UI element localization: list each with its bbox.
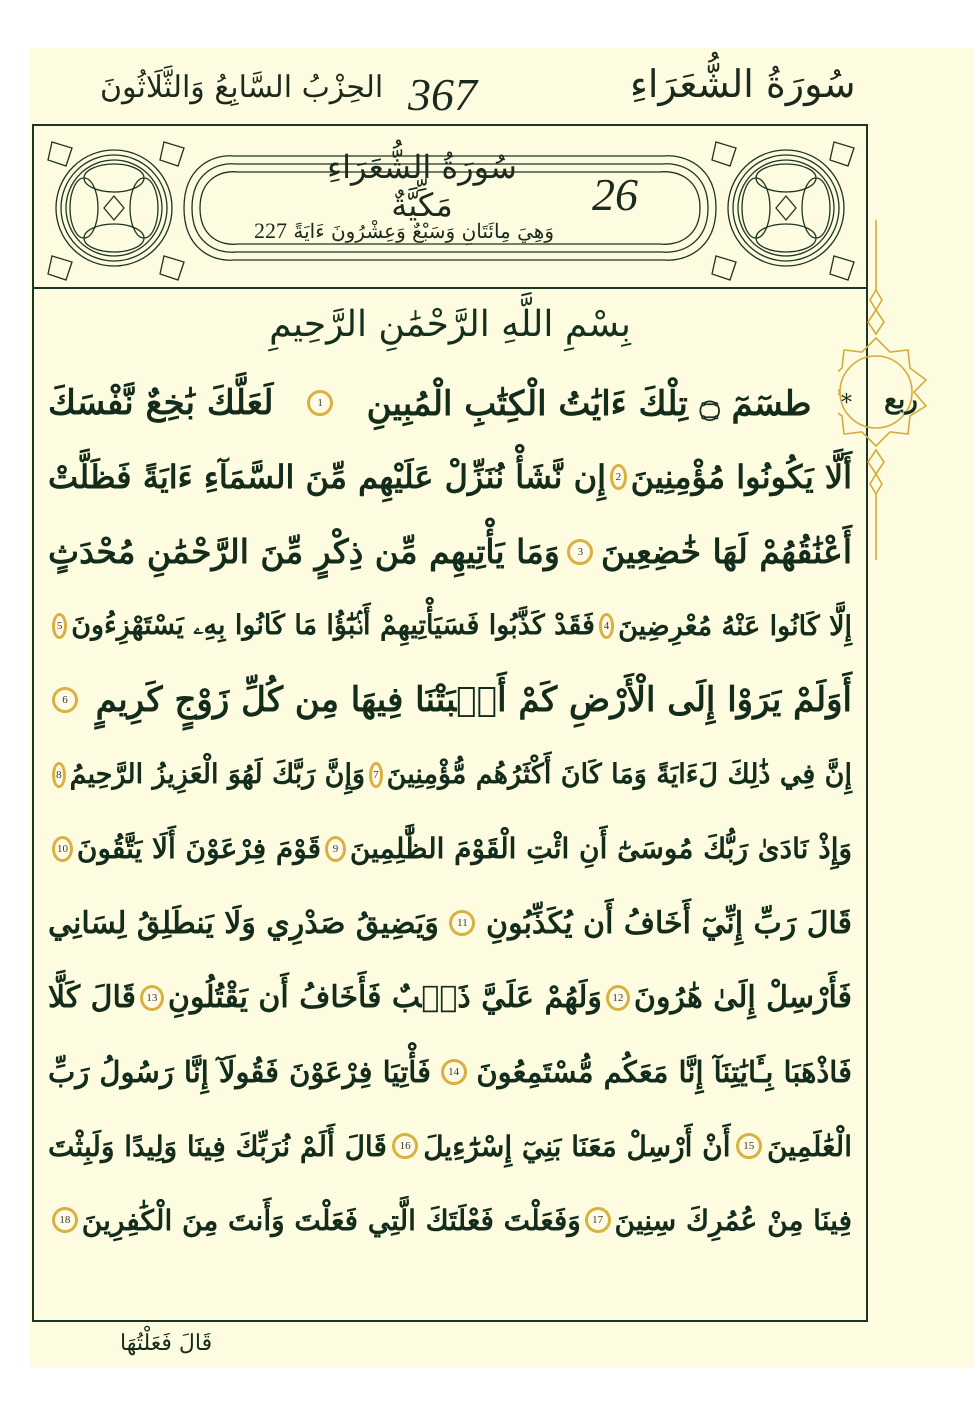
verse-line bbox=[48, 440, 852, 514]
ayah-number-marker: 15 bbox=[736, 1133, 762, 1159]
right-rosette-icon bbox=[728, 150, 844, 266]
ayah-number-marker: 10 bbox=[52, 836, 73, 862]
verse-lines bbox=[48, 366, 852, 1258]
verse-text: فَاذْهَبَا بِـَٔايَٰتِنَآ إِنَّا مَعَكُم مُّسْتَمِعُونَ bbox=[476, 1054, 852, 1089]
ayah-number-marker: 8 bbox=[52, 762, 66, 788]
ayah-count bbox=[244, 218, 564, 244]
verse-text: قَالَ كَلَّا bbox=[48, 980, 136, 1016]
verse-line bbox=[48, 812, 852, 886]
ayah-number-marker: 14 bbox=[441, 1059, 467, 1085]
verse-text: وَلَهُمْ عَلَيَّ ذَنۢبٌ فَأَخَافُ أَن يَقْتُلُونِ bbox=[167, 980, 602, 1016]
verse-text: فَأَرْسِلْ إِلَىٰ هَٰرُونَ bbox=[633, 980, 852, 1016]
verse-text: فَأْتِيَا فِرْعَوْنَ فَقُولَآ إِنَّا رَسُولُ رَبِّ bbox=[48, 1054, 431, 1089]
verse-text: فِينَا مِنْ عُمُرِكَ سِنِينَ bbox=[614, 1203, 852, 1237]
ayah-count-number: 227 bbox=[253, 218, 287, 243]
surah-number: 26 bbox=[592, 169, 638, 220]
page-header bbox=[30, 48, 890, 122]
verse-text: لَعَلَّكَ بَٰخِعٌ نَّفْسَكَ bbox=[48, 383, 274, 424]
verse-text: وَيَضِيقُ صَدْرِي وَلَا يَنطَلِقُ لِسَانِي bbox=[48, 905, 439, 941]
verse-text: وَمَا يَأْتِيهِم مِّن ذِكْرٍ مِّنَ الرَّحْمَٰنِ مُحْدَثٍ bbox=[48, 532, 560, 572]
verse-line bbox=[48, 515, 852, 589]
verse-line bbox=[48, 663, 852, 737]
verse-text: أَنْ أَرْسِلْ مَعَنَا بَنِيٓ إِسْرَٰٓءِيلَ bbox=[423, 1129, 731, 1163]
verse-text: أَعْنَٰقُهُمْ لَهَا خَٰضِعِينَ bbox=[601, 532, 852, 572]
verse-text: وَإِذْ نَادَىٰ رَبُّكَ مُوسَىٰٓ أَنِ ائْتِ الْقَوْمَ الظَّٰلِمِينَ bbox=[349, 832, 852, 866]
mushaf-page bbox=[30, 48, 974, 1368]
verse-line bbox=[48, 1035, 852, 1109]
verse-text: وَإِنَّ رَبَّكَ لَهُوَ الْعَزِيزُ الرَّحِيمُ bbox=[69, 759, 366, 791]
hizb-label: الحِزْبُ السَّابِعُ وَالثَّلَاثُونَ bbox=[100, 70, 384, 105]
ayah-number-marker: 12 bbox=[606, 985, 630, 1011]
verse-text: وَفَعَلْتَ فَعْلَتَكَ الَّتِي فَعَلْتَ وَأَنتَ مِنَ الْكَٰفِرِينَ bbox=[81, 1203, 581, 1237]
left-rosette-icon bbox=[56, 150, 172, 266]
basmala: بِسْمِ اللَّهِ الرَّحْمَٰنِ الرَّحِيمِ bbox=[269, 304, 631, 345]
rub-label: ربع bbox=[884, 385, 918, 415]
ayah-number-marker: 18 bbox=[52, 1207, 78, 1233]
verse-text: أَوَلَمْ يَرَوْا إِلَى الْأَرْضِ كَمْ أَنۢبَتْنَا فِيهَا مِن كُلِّ زَوْجٍ كَرِيمٍ bbox=[95, 680, 852, 721]
surah-banner bbox=[34, 126, 866, 289]
ayah-number-marker: 5 bbox=[52, 613, 67, 639]
surah-title: سُورَةُ الشُّعَرَاءِ مَكِّيَّةٌ bbox=[327, 148, 517, 224]
verse-line bbox=[48, 737, 852, 811]
page-number: 367 bbox=[408, 69, 477, 120]
sajdah-star-icon: * bbox=[841, 390, 852, 416]
verse-text: إِنَّ فِي ذَٰلِكَ لَءَايَةً وَمَا كَانَ أَكْثَرُهُم مُّؤْمِنِينَ bbox=[386, 759, 852, 791]
text-frame bbox=[32, 124, 868, 1322]
surah-running-title: سُورَةُ الشُّعَرَاءِ bbox=[630, 62, 856, 106]
ayah-number-marker: 11 bbox=[449, 910, 475, 936]
verse-text: إِلَّا كَانُوا عَنْهُ مُعْرِضِينَ bbox=[618, 610, 852, 642]
ayah-number-marker: 16 bbox=[392, 1133, 418, 1159]
verse-text: فَقَدْ كَذَّبُوا فَسَيَأْتِيهِمْ أَنۢبَٰٓؤُا مَا كَانُوا بِهِۦ يَسْتَهْزِءُونَ bbox=[71, 610, 595, 642]
verse-line bbox=[48, 589, 852, 663]
verse-line bbox=[48, 886, 852, 960]
ayah-number-marker: 9 bbox=[325, 836, 346, 862]
verse-text: أَلَّا يَكُونُوا مُؤْمِنِينَ bbox=[630, 458, 852, 497]
ayah-number-marker: 13 bbox=[140, 985, 164, 1011]
ayah-number-marker: 1 bbox=[307, 390, 333, 416]
verse-line bbox=[48, 960, 852, 1034]
ayah-number-marker: 3 bbox=[567, 539, 593, 565]
verse-text: طسٓمٓ ۝ تِلْكَ ءَايَٰتُ الْكِتَٰبِ الْمُبِينِ bbox=[366, 383, 812, 424]
ayah-number-marker: 6 bbox=[52, 687, 78, 713]
verse-line bbox=[48, 366, 852, 440]
ayah-count-text: وَهِيَ مِائَتَانِ وَسَبْعٌ وَعِشْرُونَ ءَايَةً bbox=[293, 219, 554, 243]
verse-text: قَوْمَ فِرْعَوْنَ أَلَا يَتَّقُونَ bbox=[76, 832, 322, 866]
verse-line bbox=[48, 1109, 852, 1183]
verse-text: قَالَ أَلَمْ نُرَبِّكَ فِينَا وَلِيدًا وَلَبِثْتَ bbox=[48, 1129, 387, 1163]
verse-text: قَالَ رَبِّ إِنِّيٓ أَخَافُ أَن يُكَذِّبُونِ bbox=[486, 905, 852, 941]
verse-text: الْعَٰلَمِينَ bbox=[766, 1129, 852, 1163]
verse-line bbox=[48, 1183, 852, 1257]
verse-text: إِن نَّشَأْ نُنَزِّلْ عَلَيْهِم مِّنَ السَّمَآءِ ءَايَةً فَظَلَّتْ bbox=[48, 458, 606, 497]
ayah-number-marker: 4 bbox=[599, 613, 614, 639]
ayah-number-marker: 17 bbox=[585, 1207, 611, 1233]
ayah-number-marker: 2 bbox=[610, 464, 627, 490]
catchword: قَالَ فَعَلْتُهَا bbox=[120, 1331, 213, 1356]
ayah-number-marker: 7 bbox=[369, 762, 383, 788]
